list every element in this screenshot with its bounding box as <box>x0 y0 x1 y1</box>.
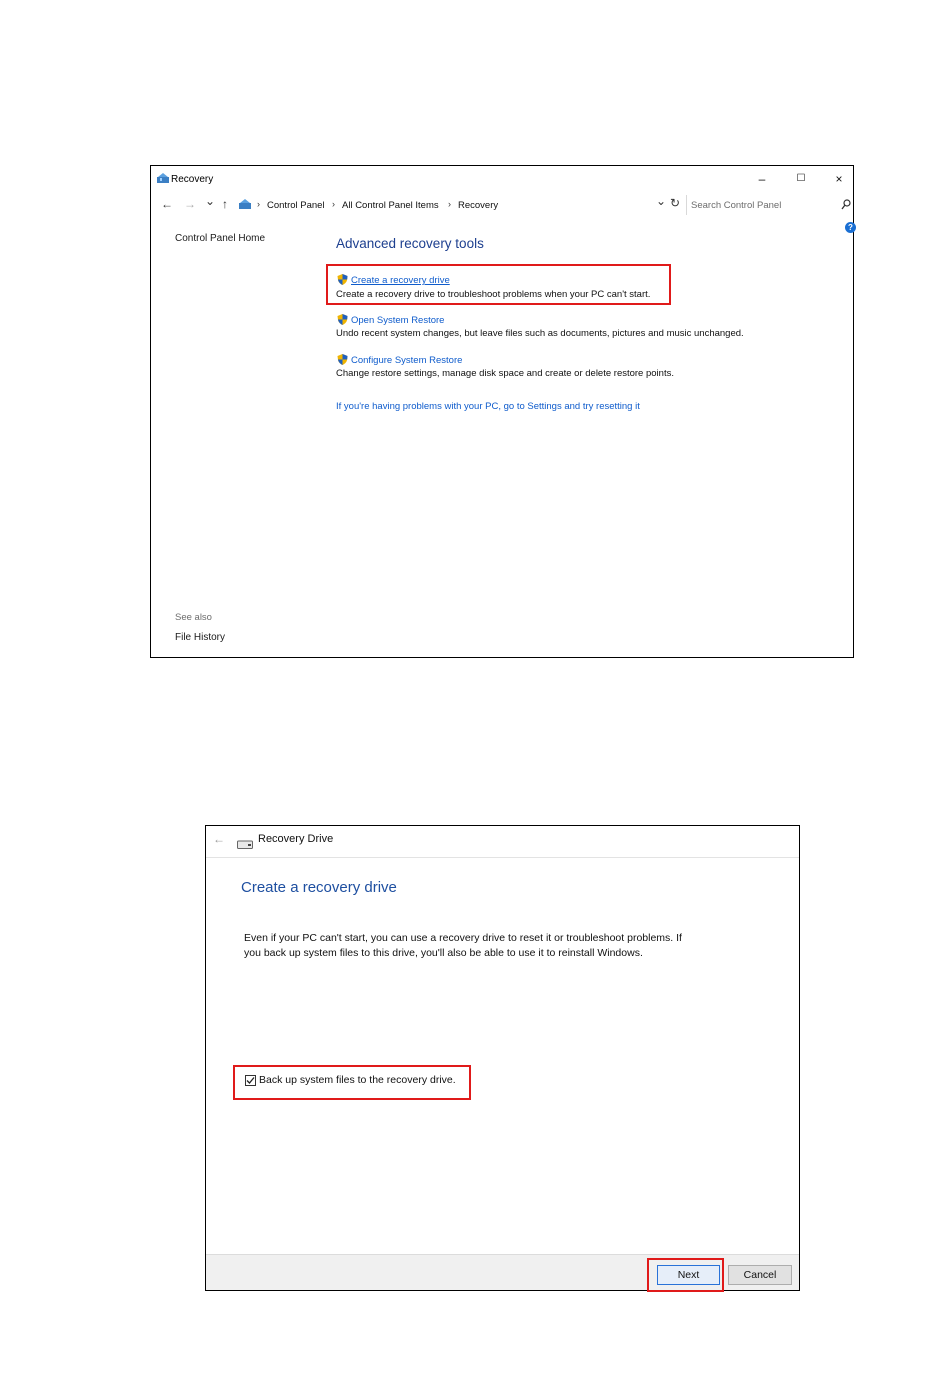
file-history-link[interactable]: File History <box>175 632 226 643</box>
uac-shield-icon <box>337 314 348 325</box>
control-panel-home-link[interactable]: Control Panel Home <box>175 233 266 244</box>
uac-shield-icon <box>337 354 348 365</box>
breadcrumb-all-items[interactable]: All Control Panel Items <box>342 200 439 211</box>
back-icon[interactable]: ← <box>213 832 225 846</box>
maximize-button[interactable]: ☐ <box>796 173 806 184</box>
breadcrumb-separator: › <box>332 199 335 209</box>
minimize-button[interactable]: – <box>758 172 766 186</box>
breadcrumb-control-panel[interactable]: Control Panel <box>267 200 325 211</box>
open-system-restore-link[interactable]: Open System Restore <box>351 315 445 326</box>
next-button[interactable]: Next <box>657 1265 720 1285</box>
address-dropdown-icon[interactable]: ⌄ <box>656 194 667 208</box>
task-description: Create a recovery drive to troubleshoot problems when your PC can't start. <box>336 289 651 300</box>
title-bar <box>151 166 853 192</box>
wizard-heading: Create a recovery drive <box>241 879 397 896</box>
wizard-description <box>244 931 764 961</box>
forward-icon[interactable]: → <box>184 197 196 211</box>
see-also-label: See also <box>175 612 212 623</box>
drive-icon <box>237 839 253 849</box>
description-line: Even if your PC can't start, you can use a recovery drive to reset it or troubleshoot problems. If <box>244 932 682 944</box>
search-input[interactable] <box>686 195 854 215</box>
cancel-button[interactable]: Cancel <box>728 1265 792 1285</box>
close-button[interactable]: × <box>835 172 843 186</box>
recovery-drive-window <box>205 825 800 1291</box>
highlight-box <box>233 1065 471 1100</box>
back-icon[interactable]: ← <box>161 197 173 211</box>
help-icon[interactable]: ? <box>845 222 856 233</box>
search-placeholder: Search Control Panel <box>691 200 782 211</box>
window-title: Recovery Drive <box>258 833 334 845</box>
control-panel-icon <box>239 199 251 209</box>
recent-locations-icon[interactable]: ⌄ <box>205 194 216 208</box>
highlight-box <box>647 1258 724 1292</box>
description-line: you back up system files to this drive, you'll also be able to use it to reinstall Windows. <box>244 947 643 959</box>
task-description: Change restore settings, manage disk space and create or delete restore points. <box>336 368 674 379</box>
control-panel-window <box>150 165 854 658</box>
search-icon[interactable] <box>841 199 851 210</box>
up-icon[interactable]: ↑ <box>222 197 228 211</box>
create-recovery-drive-link[interactable]: Create a recovery drive <box>351 275 450 286</box>
configure-system-restore-link[interactable]: Configure System Restore <box>351 355 463 366</box>
page-heading: Advanced recovery tools <box>336 236 484 251</box>
breadcrumb-recovery[interactable]: Recovery <box>458 200 499 211</box>
highlight-box <box>326 264 671 305</box>
recovery-app-icon <box>157 173 169 183</box>
wizard-footer <box>206 1254 799 1290</box>
reset-pc-link[interactable]: If you're having problems with your PC, go to Settings and try resetting it <box>336 401 640 412</box>
breadcrumb-separator: › <box>448 199 451 209</box>
task-description: Undo recent system changes, but leave files such as documents, pictures and music unchanged. <box>336 328 744 339</box>
wizard-header <box>206 826 799 858</box>
checkbox-label[interactable]: Back up system files to the recovery drive. <box>259 1074 456 1086</box>
window-title: Recovery <box>171 174 214 185</box>
refresh-icon[interactable]: ↻ <box>670 196 681 210</box>
breadcrumb-separator: › <box>257 199 260 209</box>
navigation-bar <box>151 194 853 218</box>
